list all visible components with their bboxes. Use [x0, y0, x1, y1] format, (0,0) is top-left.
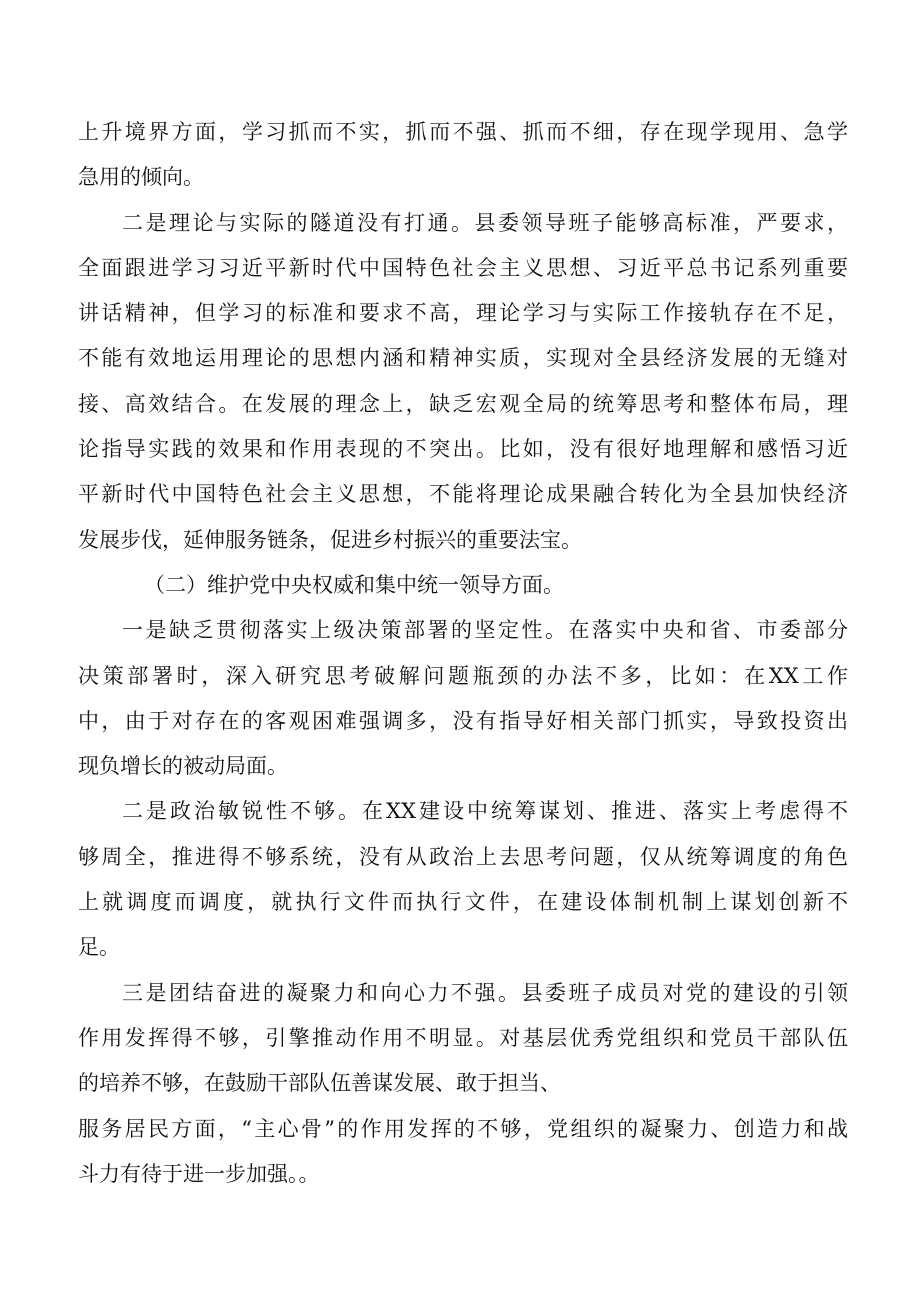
body-text: [78, 110, 848, 1197]
text-line: 论指导实践的效果和作用表现的不突出。比如，没有很好地理解和感悟习近: [78, 437, 848, 462]
text-line: 决策部署时，深入研究思考破解问题瓶颈的办法不多，比如：在XX工作: [78, 663, 848, 688]
text-line: 全面跟进学习习近平新时代中国特色社会主义思想、习近平总书记系列重要: [78, 255, 848, 280]
text-line: 接、高效结合。在发展的理念上，缺乏宏观全局的统筹思考和整体布局，理: [78, 391, 848, 416]
text-line: 讲话精神，但学习的标准和要求不高，理论学习与实际工作接轨存在不足，: [78, 301, 848, 326]
text-line: 上就调度而调度，就执行文件而执行文件，在建设体制机制上谋划创新不: [78, 890, 848, 915]
text-line: 斗力有待于进一步加强。。: [78, 1161, 320, 1186]
text-line: 急用的倾向。: [78, 165, 204, 190]
text-line: 不能有效地运用理论的思想内涵和精神实质，实现对全县经济发展的无缝对: [78, 346, 848, 371]
text-line: 上升境界方面，学习抓而不实，抓而不强、抓而不细，存在现学现用、急学: [78, 120, 848, 144]
text-line: 的培养不够，在鼓励干部队伍善谋发展、敢于担当、: [78, 1071, 561, 1096]
text-line: 二是理论与实际的隧道没有打通。县委领导班子能够高标准，严要求，: [122, 210, 848, 235]
text-line: 中，由于对存在的客观困难强调多，没有指导好相关部门抓实，导致投资出: [78, 708, 848, 733]
text-line: 现负增长的被动局面。: [78, 754, 288, 779]
text-line: 够周全，推进得不够系统，没有从政治上去思考问题，仅从统筹调度的角色: [78, 844, 848, 869]
text-line: 服务居民方面，“主心骨”的作用发挥的不够，党组织的凝聚力、创造力和战: [78, 1116, 848, 1141]
text-line: 发展步伐，延伸服务链条，促进乡村振兴的重要法宝。: [78, 527, 582, 552]
text-line: 作用发挥得不够，引擎推动作用不明显。对基层优秀党组织和党员干部队伍: [78, 1025, 848, 1050]
text-line: 三是团结奋进的凝聚力和向心力不强。县委班子成员对党的建设的引领: [122, 980, 848, 1005]
text-line: 平新时代中国特色社会主义思想，不能将理论成果融合转化为全县加快经济: [78, 482, 848, 507]
text-line: 一是缺乏贯彻落实上级决策部署的坚定性。在落实中央和省、市委部分: [122, 618, 848, 643]
text-line: 足。: [78, 935, 120, 960]
text-line: 二是政治敏锐性不够。在XX建设中统筹谋划、推进、落实上考虑得不: [122, 799, 848, 824]
text-line: （二）维护党中央权威和集中统一领导方面。: [144, 572, 564, 597]
